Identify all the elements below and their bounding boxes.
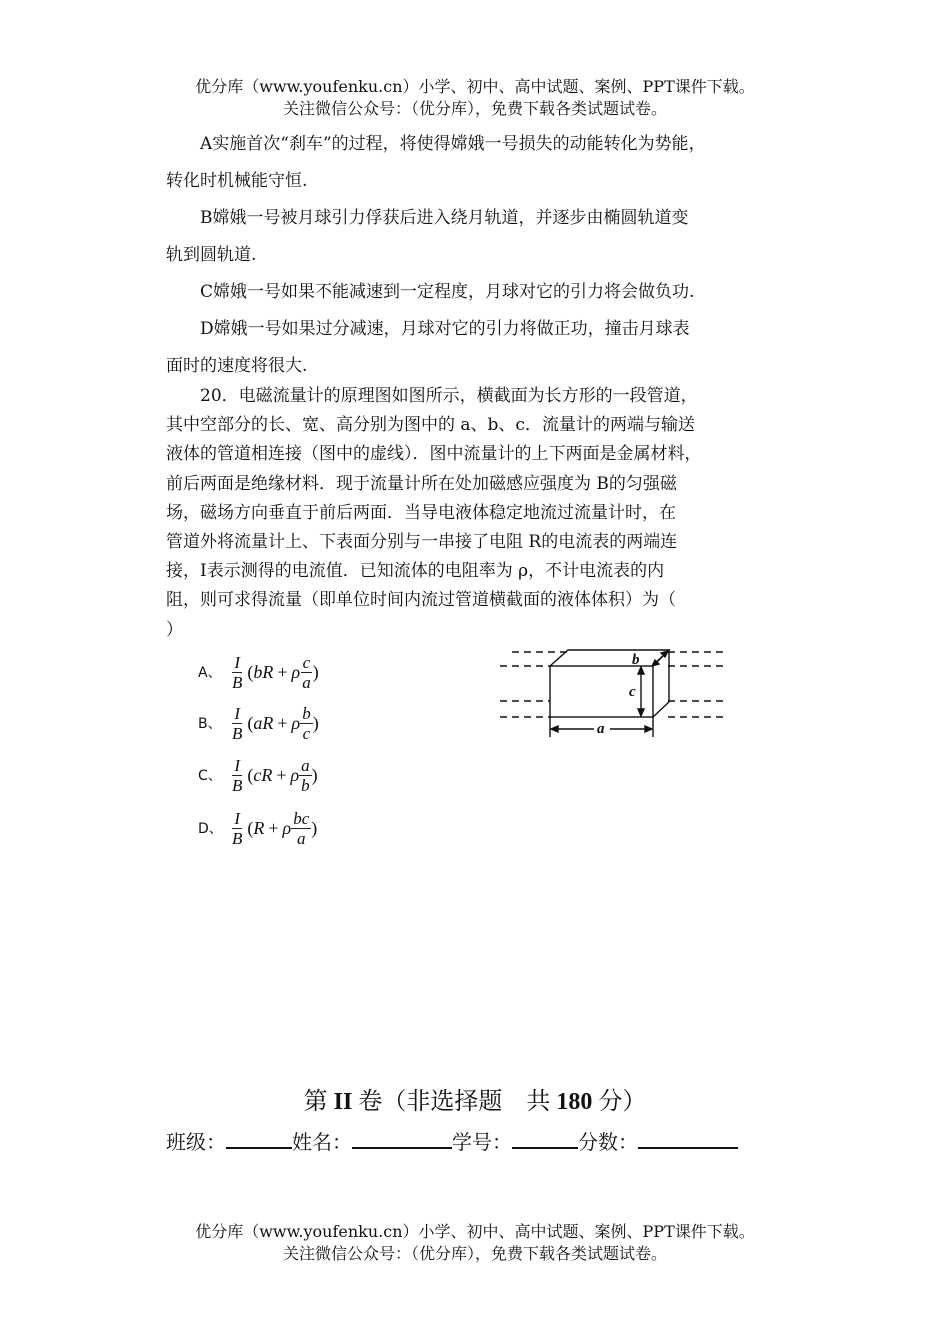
fraction-i-over-b: $\frac{I}{B}$ [232, 808, 243, 848]
label-c: c [629, 684, 636, 700]
q20-option-a[interactable] [198, 647, 319, 697]
q20-option-b[interactable] [198, 698, 319, 748]
arrow-head [638, 667, 644, 674]
q19-option-c-line-1: C嫦娥一号如果不能减速到一定程度，月球对它的引力将会做负功. [200, 282, 695, 302]
student-info-fields [166, 1127, 738, 1156]
q19-option-b-line-2: 轨到圆轨道. [166, 245, 257, 265]
name-field[interactable] [352, 1127, 452, 1149]
arrow-head [638, 709, 644, 716]
option-label: B、 [198, 716, 222, 732]
box-top-face [550, 650, 669, 666]
score-field[interactable] [638, 1127, 738, 1149]
question-20-stem [166, 382, 778, 645]
q19-option-d-line-1: D嫦娥一号如果过分减速，月球对它的引力将做正功，撞击月球表 [200, 319, 690, 339]
option-label: A、 [198, 665, 222, 681]
fraction: $\frac{a}{b}$ [301, 755, 310, 795]
score-label: 分数： [578, 1130, 638, 1154]
q20-line: 其中空部分的长、宽、高分别为图中的 a、b、c．流量计的两端与输送 [166, 415, 695, 436]
q20-line: ） [166, 619, 183, 640]
q20-line: 20．电磁流量计的原理图如图所示，横截面为长方形的一段管道， [200, 386, 698, 406]
footer-line-1: 优分库（www.youfenku.cn）小学、初中、高中试题、案例、PPT课件下载。 [195, 1222, 755, 1241]
section-2-title: 第 II 卷（非选择题 共 180 分） [303, 1087, 647, 1115]
q19-option-b-line-1: B嫦娥一号被月球引力俘获后进入绕月轨道，并逐步由椭圆轨道变 [200, 208, 689, 228]
formula-expression: ( R + ρ $\frac{bc}{a}$ ) [247, 808, 318, 848]
fraction-i-over-b: $\frac{I}{B}$ [232, 755, 243, 795]
fraction: $\frac{b}{c}$ [302, 703, 311, 743]
label-b: b [632, 652, 640, 668]
fraction: $\frac{c}{a}$ [302, 652, 311, 692]
label-a: a [597, 721, 605, 737]
name-label: 姓名： [292, 1130, 352, 1154]
q20-line: 阻，则可求得流量（即单位时间内流过管道横截面的液体体积）为（ [166, 590, 676, 611]
q19-option-a-line-1: A实施首次“刹车”的过程，将使得嫦娥一号损失的动能转化为势能， [200, 134, 706, 154]
footer-line-2: 关注微信公众号：（优分库），免费下载各类试题试卷。 [282, 1244, 667, 1263]
q19-option-d-line-2: 面时的速度将很大. [166, 356, 308, 376]
q20-option-d[interactable] [198, 803, 317, 853]
arrow-head [551, 726, 558, 732]
arrow-head [645, 726, 652, 732]
q20-line: 场，磁场方向垂直于前后两面．当导电液体稳定地流过流量计时，在 [166, 502, 676, 523]
option-label: D、 [198, 821, 223, 837]
student-id-label: 学号： [452, 1130, 512, 1154]
fraction: $\frac{bc}{a}$ [293, 808, 310, 848]
q20-line: 液体的管道相连接（图中的虚线）．图中流量计的上下两面是金属材料， [166, 444, 702, 465]
student-id-field[interactable] [512, 1127, 578, 1149]
class-field[interactable] [226, 1127, 292, 1149]
formula-expression: ( aR + ρ $\frac{b}{c}$ ) [247, 703, 319, 743]
q20-line: 接，I表示测得的电流值．已知流体的电阻率为 ρ，不计电流表的内 [166, 561, 665, 582]
q19-option-a-line-2: 转化时机械能守恒. [166, 171, 308, 191]
fraction-i-over-b: $\frac{I}{B}$ [232, 703, 243, 743]
class-label: 班级： [166, 1130, 226, 1154]
header-line-1: 优分库（www.youfenku.cn）小学、初中、高中试题、案例、PPT课件下载。 [195, 77, 755, 96]
header-line-2: 关注微信公众号：（优分库），免费下载各类试题试卷。 [282, 99, 667, 118]
q20-option-c[interactable] [198, 750, 318, 800]
option-label: C、 [198, 768, 222, 784]
fraction-i-over-b: $\frac{I}{B}$ [232, 652, 243, 692]
formula-expression: ( cR + ρ $\frac{a}{b}$ ) [247, 755, 318, 795]
q20-line: 管道外将流量计上、下表面分别与一串接了电阻 R的电流表的两端连 [166, 532, 678, 553]
q20-line: 前后两面是绝缘材料．现于流量计所在处加磁感应强度为 B的匀强磁 [166, 473, 677, 494]
formula-expression: ( bR + ρ $\frac{c}{a}$ ) [247, 652, 319, 692]
flowmeter-diagram [498, 645, 730, 740]
